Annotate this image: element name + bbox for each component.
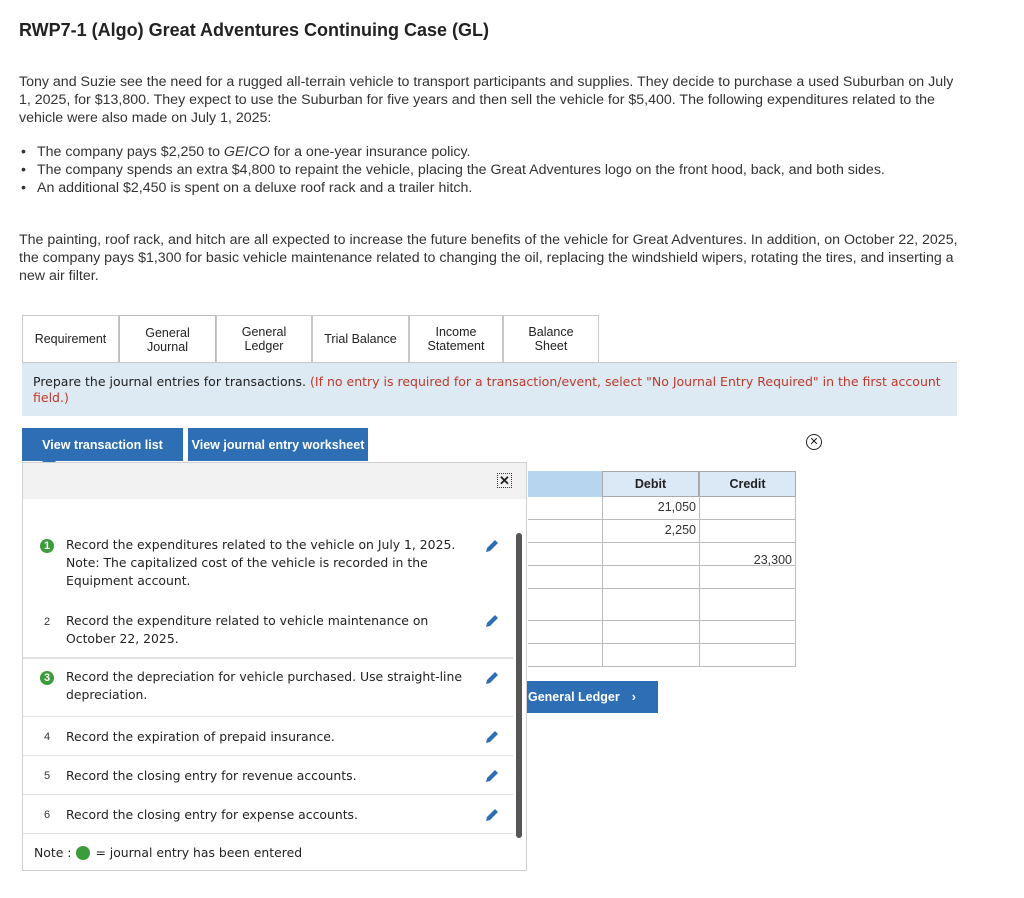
pencil-icon[interactable] (483, 767, 501, 785)
credit-cell[interactable] (699, 497, 796, 519)
tab-general-journal[interactable]: General Journal (119, 315, 216, 363)
list-item[interactable] (23, 756, 513, 795)
transaction-number: 2 (43, 616, 51, 628)
debit-cell[interactable]: 2,250 (602, 520, 699, 542)
view-journal-entry-worksheet-button[interactable]: View journal entry worksheet (188, 428, 368, 461)
table-row (528, 543, 796, 566)
tab-income-statement[interactable]: Income Statement (409, 315, 503, 362)
pencil-icon[interactable] (483, 728, 501, 746)
note-text: = journal entry has been entered (95, 845, 303, 860)
closing-paragraph: The painting, roof rack, and hitch are all expected to increase the future benefits of the vehicle for Great Adventures. In addition, on October 22, 2025, the company pays $1,300 for basic vehicle maintenance related to changing the oil, replacing the windshield wipers, rotating the tires, and inserting a new air filter. (19, 232, 958, 284)
transaction-list-popup (22, 462, 527, 871)
transaction-text: Record the closing entry for expense accounts. (66, 807, 358, 822)
requirement-tabs (22, 315, 599, 363)
tab-balance-sheet[interactable]: Balance Sheet (503, 315, 599, 362)
instruction-banner (22, 363, 957, 416)
table-row (528, 520, 796, 543)
tab-trial-balance[interactable]: Trial Balance (312, 315, 409, 362)
credit-cell[interactable] (699, 644, 796, 666)
list-item: • An additional $2,450 is spent on a deluxe roof rack and a trailer hitch. (19, 179, 969, 197)
list-item[interactable] (23, 601, 513, 659)
close-popup-icon[interactable]: ✕ (497, 473, 512, 488)
transaction-number: 4 (43, 731, 51, 743)
legend-note (34, 845, 302, 860)
debit-cell[interactable] (602, 621, 699, 643)
pencil-icon[interactable] (483, 806, 501, 824)
debit-header: Debit (602, 471, 699, 497)
list-item: • The company pays $2,250 to GEICO for a one-year insurance policy. (19, 143, 969, 161)
transaction-text: Record the closing entry for revenue accounts. (66, 768, 357, 783)
entered-indicator-icon: 1 (40, 539, 54, 553)
list-item[interactable] (23, 795, 513, 834)
credit-cell[interactable] (699, 566, 796, 588)
tab-requirement[interactable]: Requirement (22, 315, 119, 362)
credit-cell[interactable]: 23,300 (699, 543, 796, 565)
worksheet-header-bg (528, 471, 602, 497)
popup-header (23, 463, 526, 499)
table-row (528, 644, 796, 667)
debit-cell[interactable] (602, 589, 699, 620)
list-item: • The company spends an extra $4,800 to repaint the vehicle, placing the Great Adventures logo on the front hood, back, and both sides. (19, 161, 969, 179)
credit-cell[interactable] (699, 520, 796, 542)
note-label: Note : (34, 845, 72, 860)
expenditure-list (19, 143, 969, 197)
pencil-icon[interactable] (483, 669, 501, 687)
instruction-text: Prepare the journal entries for transactions. (33, 374, 307, 389)
general-ledger-button[interactable]: General Ledger › (520, 681, 658, 713)
view-transaction-list-button[interactable]: View transaction list (22, 428, 183, 461)
table-row (528, 621, 796, 644)
list-item[interactable] (23, 717, 513, 756)
chevron-right-icon: › (631, 690, 636, 704)
intro-paragraph: Tony and Suzie see the need for a rugged all-terrain vehicle to transport participants and supplies. They decide to purchase a used Suburban on July 1, 2025, for $13,800. They expect to use the Suburban for five years and then sell the vehicle for $5,400. The following expenditures related to the vehicle were also made on July 1, 2025: (19, 74, 954, 126)
entered-indicator-icon: 3 (40, 671, 54, 685)
scrollbar[interactable] (516, 533, 522, 838)
debit-cell[interactable] (602, 566, 699, 588)
debit-cell[interactable] (602, 644, 699, 666)
entered-indicator-icon (76, 846, 90, 860)
pencil-icon[interactable] (483, 537, 501, 555)
table-row (528, 589, 796, 621)
instruction-note: (If no entry is required for a transaction/event, select "No Journal Entry Required" in the first account field.) (33, 374, 941, 405)
table-row (528, 497, 796, 520)
transaction-text: Record the depreciation for vehicle purchased. Use straight-line depreciation. (66, 669, 462, 702)
credit-cell[interactable] (699, 621, 796, 643)
tab-general-ledger[interactable]: General Ledger (216, 315, 312, 362)
debit-cell[interactable] (602, 543, 699, 565)
pencil-icon[interactable] (483, 612, 501, 630)
table-row (528, 566, 796, 589)
transaction-text: Record the expenditure related to vehicle maintenance on October 22, 2025. (66, 613, 429, 646)
close-icon[interactable]: ✕ (806, 434, 822, 450)
transaction-number: 6 (43, 809, 51, 821)
transaction-number: 5 (43, 770, 51, 782)
credit-cell[interactable] (699, 589, 796, 620)
transaction-text: Record the expiration of prepaid insurance. (66, 729, 335, 744)
debit-cell[interactable]: 21,050 (602, 497, 699, 519)
worksheet-grid (528, 497, 796, 667)
credit-header: Credit (699, 471, 796, 497)
transaction-text: Record the expenditures related to the vehicle on July 1, 2025. Note: The capitalized cost of the vehicle is recorded in the Equipment account. (66, 537, 456, 588)
list-item[interactable] (23, 659, 513, 717)
page-title: RWP7-1 (Algo) Great Adventures Continuing Case (GL) (19, 20, 490, 40)
